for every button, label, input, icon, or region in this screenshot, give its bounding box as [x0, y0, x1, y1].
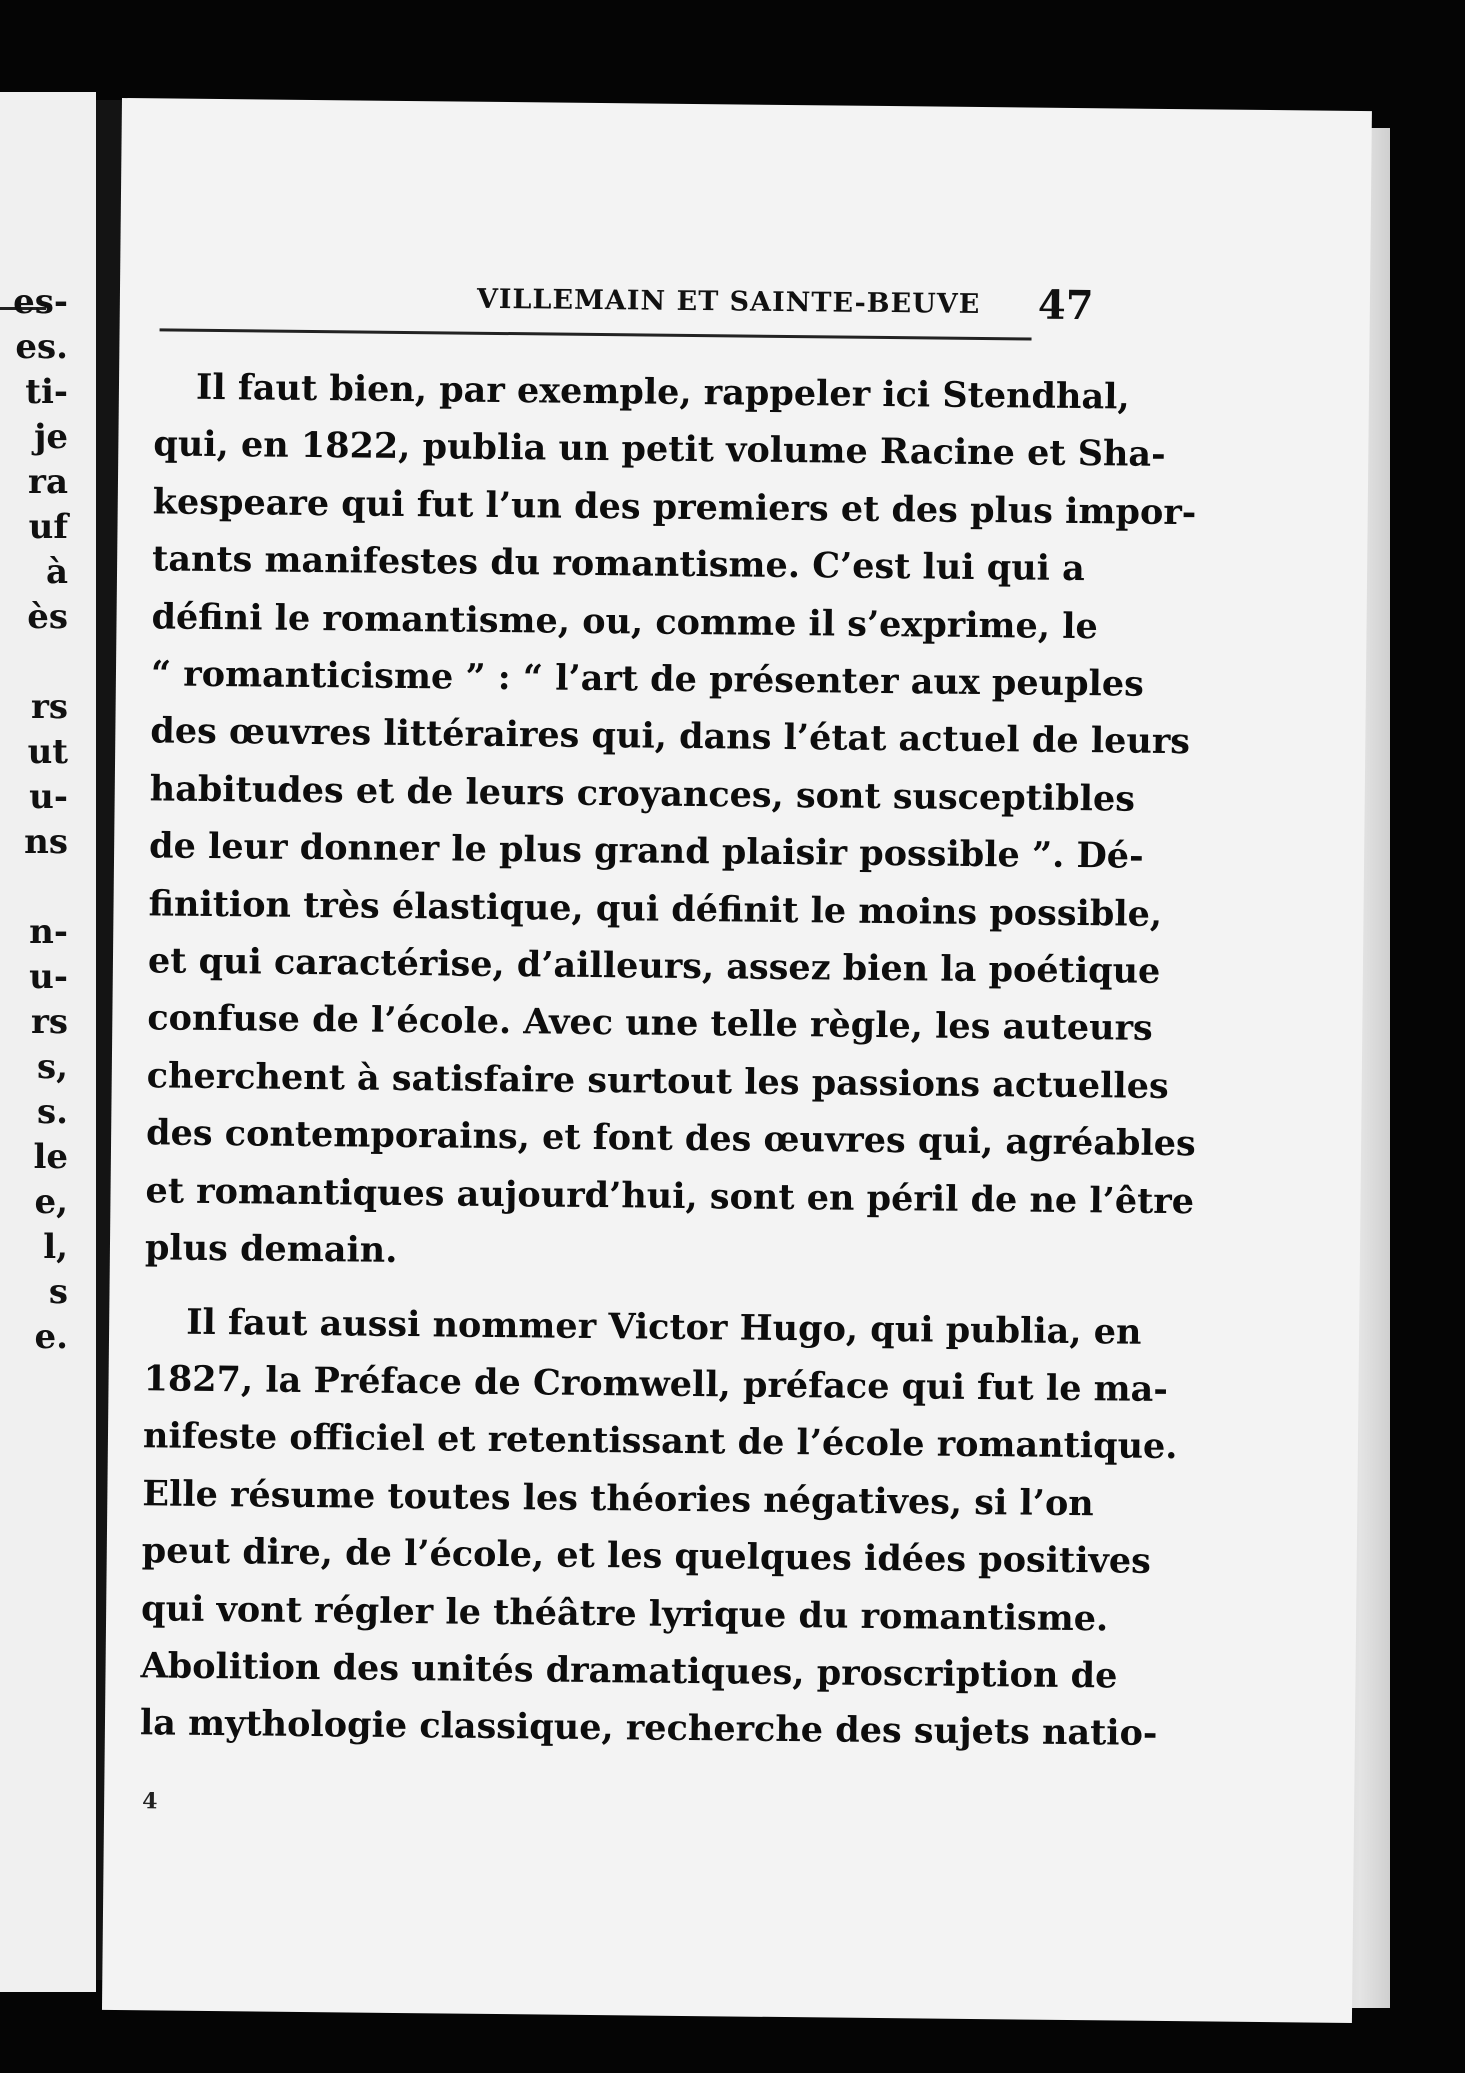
text-line: Elle résume toutes les théories négatives, si l’on	[142, 1473, 1094, 1524]
left-page-fragment: rs	[30, 1002, 68, 1042]
text-line: et romantiques aujourd’hui, sont en péril de ne l’être	[145, 1169, 1195, 1222]
text-line: défini le romantisme, ou, comme il s’exprime, le	[151, 595, 1098, 647]
text-line: “ romanticisme ” : “ l’art de présenter aux peuples	[150, 653, 1145, 705]
text-line: habitudes et de leurs croyances, sont susceptibles	[149, 768, 1136, 820]
running-head	[160, 280, 1160, 330]
signature-mark: 4	[142, 1788, 158, 1815]
left-page-fragment: rs	[30, 687, 68, 727]
page-number: 47	[1037, 281, 1094, 330]
left-page-fragment: ra	[28, 462, 68, 502]
text-line: Abolition des unités dramatiques, proscription de	[140, 1645, 1118, 1697]
left-page-fragment: je	[34, 417, 68, 457]
text-line: des contemporains, et font des œuvres qui, agréables	[145, 1112, 1196, 1165]
left-page-fragment: à	[45, 552, 68, 592]
text-line: Il faut aussi nommer Victor Hugo, qui publia, en	[185, 1301, 1142, 1353]
text-line: Il faut bien, par exemple, rappeler ici Stendhal,	[195, 366, 1130, 418]
text-line: qui vont régler le théâtre lyrique du romantisme.	[140, 1587, 1109, 1639]
left-page-fragment: le	[33, 1137, 68, 1177]
text-line: tants manifestes du romantisme. C’est lui qui a	[151, 538, 1086, 590]
paragraph	[139, 1293, 1178, 1761]
text-line: de leur donner le plus grand plaisir possible ”. Dé-	[148, 825, 1144, 877]
left-page-fragment: es-	[13, 282, 68, 322]
left-page-fragment: ti-	[25, 372, 68, 412]
text-line: des œuvres littéraires qui, dans l’état actuel de leurs	[150, 710, 1191, 763]
left-page-fragment: u-	[29, 777, 68, 817]
left-page-fragment: ut	[27, 732, 68, 772]
left-facing-page	[0, 92, 96, 1992]
text-line: 1827, la Préface de Cromwell, préface qui fut le ma-	[143, 1358, 1169, 1410]
left-page-fragment: e.	[34, 1317, 68, 1357]
left-page-fragment: e,	[34, 1182, 68, 1222]
left-page-fragment: ns	[24, 822, 68, 862]
text-line: confuse de l’école. Avec une telle règle, les auteurs	[147, 997, 1153, 1050]
text-line: qui, en 1822, publia un petit volume Racine et Sha-	[153, 423, 1166, 476]
body-text	[139, 358, 1197, 1761]
left-page-fragment: n-	[29, 912, 68, 952]
text-line: peut dire, de l’école, et les quelques idées positives	[141, 1530, 1152, 1582]
left-page-fragment: s	[48, 1272, 68, 1312]
paragraph	[144, 358, 1197, 1286]
left-page-fragment: s.	[37, 1092, 68, 1132]
left-page-fragment: uf	[28, 507, 68, 547]
text-line: nifeste officiel et retentissant de l’école romantique.	[142, 1415, 1178, 1468]
text-line: cherchent à satisfaire surtout les passions actuelles	[146, 1055, 1169, 1107]
left-page-fragment: ès	[27, 597, 68, 637]
left-page-fragment: s,	[37, 1047, 68, 1087]
left-page-fragment: l,	[43, 1227, 68, 1267]
book-page	[102, 98, 1372, 2023]
text-line: la mythologie classique, recherche des sujets natio-	[139, 1702, 1158, 1755]
running-title: VILLEMAIN ET SAINTE-BEUVE	[476, 283, 981, 320]
text-line: et qui caractérise, d’ailleurs, assez bien la poétique	[147, 940, 1161, 992]
header-rule	[160, 328, 1032, 340]
text-line: plus demain.	[144, 1227, 398, 1272]
text-line: kespeare qui fut l’un des premiers et des plus impor-	[152, 481, 1197, 534]
left-page-fragment: es.	[15, 327, 68, 367]
left-page-fragment: u-	[29, 957, 68, 997]
text-line: finition très élastique, qui définit le moins possible,	[148, 882, 1163, 935]
